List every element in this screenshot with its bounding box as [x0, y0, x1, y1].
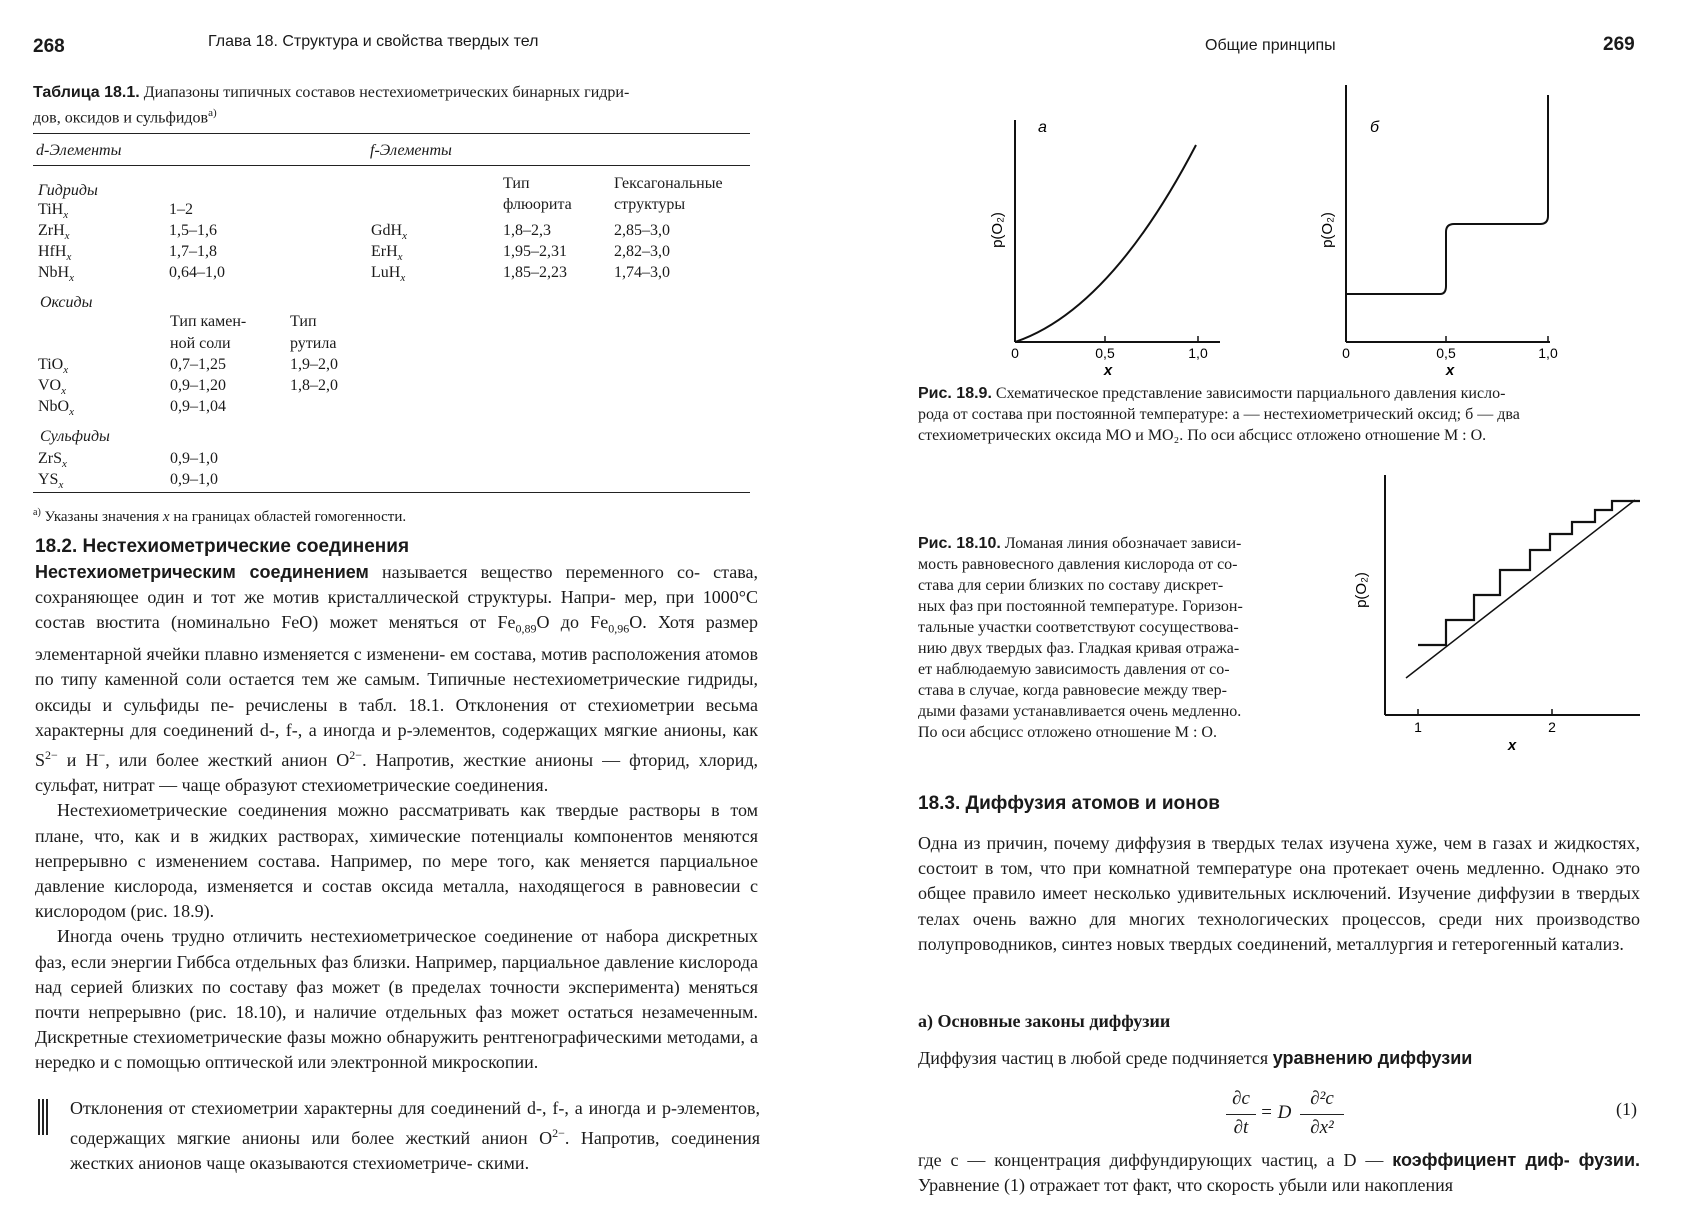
oxide-rocksalt: 0,9–1,20: [170, 377, 226, 394]
left-note: Отклонения от стехиометрии характерны для соединений d-, f-, а иногда и p-элементов, содержащих мягкие анионы или более жесткий анион $O^{2-}$. Напротив, соединения жестких анионов чаще оказываются стехиометриче- скими.: [70, 1098, 760, 1174]
oxide-rocksalt: 0,7–1,25: [170, 356, 226, 373]
eq-equals-d: = D: [1260, 1102, 1292, 1123]
right-running-head: Общие принципы: [1205, 37, 1336, 54]
table-caption-line1: Диапазоны типичных составов нестехиометрических бинарных гидри-: [143, 84, 630, 101]
sulfide-value: 0,9–1,0: [170, 471, 218, 488]
diffusion-equation: [1226, 1088, 1346, 1148]
left-p2: Нестехиометрические соединения можно рассматривать как твердые растворы в том плане, что, как и в жидких растворах, химические потенциалы компонентов меняются непрерывно с изменением состава. Например, по мере того, как меняется парциальное давление кислорода, изменяется и состав оксида металла, находящегося в равновесии с кислородом (рис. 18.9).: [35, 800, 758, 922]
figure-18-10: [1340, 470, 1640, 760]
table-caption-label: Таблица 18.1.: [33, 84, 140, 101]
hydride-f-formula: GdH$_x$: [371, 222, 407, 243]
table-top-rule: [33, 133, 750, 134]
oxide-rutile: 1,9–2,0: [290, 356, 338, 373]
oxides-label: Оксиды: [40, 294, 93, 311]
fig9a-curve: [1015, 145, 1196, 342]
fig9b-tick-0: 0: [1342, 345, 1350, 361]
hydride-d-value: 0,64–1,0: [169, 264, 225, 281]
oxide-rocksalt: 0,9–1,04: [170, 398, 226, 415]
oxide-formula: $VO_x$: [38, 377, 66, 398]
hydride-f-fluorite: 1,8–2,3: [503, 222, 551, 239]
table-col-f: f-Элементы: [370, 142, 452, 159]
hydride-d-formula: HfH$_x$: [38, 243, 72, 264]
hydride-f-hex: 2,85–3,0: [614, 222, 670, 239]
fig9b-xlabel: x: [1445, 362, 1455, 379]
sulfide-formula: $YS_x$: [38, 471, 64, 492]
fig10-ylabel: p(O₂): [1353, 572, 1370, 608]
hydride-f-hex: 1,74–3,0: [614, 264, 670, 281]
hydride-f-fluorite: 1,95–2,31: [503, 243, 567, 260]
eq-rhs-num: ∂²c: [1310, 1088, 1334, 1109]
rocksalt-header-2: ной соли: [170, 335, 231, 352]
fig10-caption: Рис. 18.10. Ломаная линия обозначает зависи- мость равновесного давления кислорода от со- става для серии близких по составу дискрет- ных фаз при постоянной температуре. Горизон- тальные участки соответствуют сосуществова- нию двух твердых фаз. Гладкая кривая отража- ет наблюдаемую зависимость давления от со- става в случае, когда равновесие между твер- дыми фазами устанавливается очень медленно. По оси абсцисс отложено отношение M : O.: [918, 535, 1243, 741]
equation-number: (1): [1616, 1099, 1637, 1119]
hex-header-2: структуры: [614, 196, 686, 213]
table-bottom-rule: [33, 492, 750, 493]
left-page-number: 268: [33, 36, 65, 57]
hydride-d-formula: ZrH$_x$: [38, 222, 70, 243]
hydride-f-hex: 2,82–3,0: [614, 243, 670, 260]
left-section-title: 18.2. Нестехиометрические соединения: [35, 536, 410, 557]
fig9a-tick-05: 0,5: [1095, 345, 1115, 361]
hydride-f-fluorite: 1,85–2,23: [503, 264, 567, 281]
fig9a-panel-label: а: [1038, 119, 1047, 136]
fig9a-xlabel: x: [1103, 362, 1113, 379]
table-col-d: d-Элементы: [36, 142, 122, 159]
sulfides-label: Сульфиды: [40, 428, 110, 445]
right-p1: Одна из причин, почему диффузия в твердых телах изучена хуже, чем в газах и жидкостях, состоит в том, что при комнатной температуре она протекает очень медленно. Однако это общее правило имеет несколько удивительных исключений. Изучение диффузии в твердых телах очень важно для многих технологических процессов, среди них производство полупроводников, синтез новых твердых соединений, металлургия и гетерогенный катализ.: [918, 833, 1640, 954]
note-bar-icon: [38, 1099, 50, 1135]
fig10-tick-1: 1: [1414, 719, 1422, 735]
fig9a-tick-0: 0: [1011, 345, 1019, 361]
rutile-header-2: рутила: [290, 335, 337, 352]
eq-rhs-den: ∂x²: [1310, 1117, 1334, 1138]
fig9a-tick-10: 1,0: [1188, 345, 1208, 361]
right-p3: где c — концентрация диффундирующих частиц, а D — коэффициент диф- фузии. Уравнение (1) отражает тот факт, что скорость убыли или накопления: [918, 1150, 1641, 1196]
left-p1: Нестехиометрическим соединением называется вещество переменного со- става, сохраняющее один и тот же мотив кристаллической структуры. Напри- мер, при 1000°C состав вюстита (номинально FeO) может меняться от $Fe_{0,89}O$ до $Fe_{0,96}O$. Хотя размер элементарной ячейки плавно изменяется с изменени- ем состава, мотив расположения атомов по типу каменной соли остается тем же самым. Типичные нестехиометрические гидриды, оксиды и сульфиды пе- речислены в табл. 18.1. Отклонения от стехиометрии весьма характерны для соединений d-, f-, а иногда и p-элементов, содержащих мягкие анионы, как $S^{2-}$ и H−, или более жесткий анион $O^{2-}$. Напротив, жесткие анионы — фторид, хлорид, сульфат, нитрат — чаще образуют стехиометрические соединения.: [35, 562, 759, 796]
eq-lhs-den: ∂t: [1233, 1117, 1249, 1138]
fig10-smooth-curve: [1406, 500, 1635, 678]
oxide-rutile: 1,8–2,0: [290, 377, 338, 394]
right-section-title: 18.3. Диффузия атомов и ионов: [918, 793, 1220, 814]
fig9b-panel-label: б: [1370, 119, 1379, 136]
table-caption-sup: а): [208, 107, 217, 119]
hydride-d-value: 1,5–1,6: [169, 222, 217, 239]
fig9-ylabel-a: p(O₂): [989, 212, 1006, 248]
fig9b-tick-05: 0,5: [1436, 345, 1456, 361]
rocksalt-header-1: Тип камен-: [170, 313, 247, 330]
right-subsection: а) Основные законы диффузии: [918, 1011, 1171, 1031]
fluorite-header-2: флюорита: [503, 196, 572, 213]
fig9-ylabel-b: p(O₂): [1319, 212, 1336, 248]
table-caption-line2: дов, оксидов и сульфидов: [33, 109, 209, 127]
fig9-caption: Рис. 18.9. Схематическое представление зависимости парциального давления кисло- рода от состава при постоянной температуре: а — нестехиометрический оксид; б — два стехиометрических оксида MO и MO₂. По оси абсцисс отложено отношение M : O.: [918, 385, 1520, 444]
table-header-rule: [33, 165, 750, 166]
hydrides-label: Гидриды: [38, 182, 98, 199]
eq-rhs-bar: [1300, 1114, 1344, 1115]
eq-lhs-num: ∂c: [1232, 1088, 1250, 1109]
oxide-formula: NbO$_x$: [38, 398, 74, 419]
table-footnote: $^{а)}$ Указаны значения x на границах областей гомогенности.: [33, 507, 407, 525]
oxide-formula: TiO$_x$: [38, 356, 69, 377]
right-p2: Диффузия частиц в любой среде подчиняется уравнению диффузии: [918, 1048, 1473, 1068]
rutile-header-1: Тип: [290, 313, 317, 330]
left-body-text: [35, 560, 758, 1076]
right-page-number: 269: [1603, 34, 1635, 55]
fig9b-tick-10: 1,0: [1538, 345, 1558, 361]
eq-lhs-bar: [1226, 1114, 1256, 1115]
hex-header-1: Гексагональные: [614, 175, 723, 192]
sulfide-value: 0,9–1,0: [170, 450, 218, 467]
hydride-f-formula: LuH$_x$: [371, 264, 406, 285]
left-running-head: Глава 18. Структура и свойства твердых тел: [208, 33, 539, 50]
hydride-d-value: 1–2: [169, 201, 193, 218]
hydride-f-formula: ErH$_x$: [371, 243, 403, 264]
hydride-d-formula: NbH$_x$: [38, 264, 74, 285]
fig10-tick-2: 2: [1548, 719, 1556, 735]
left-p3: Иногда очень трудно отличить нестехиометрическое соединение от набора дискретных фаз, если энергии Гиббса отдельных фаз близки. Например, парциальное давление кислорода над серией близких по составу фаз может (в пределах точности эксперимента) меняться почти непрерывно (рис. 18.10), и наличие отдельных фаз может остаться незамеченным. Дискретные стехиометрические фазы можно обнаружить рентгенографическими методами, а нередко и с помощью оптической или электронной микроскопии.: [35, 926, 758, 1073]
table-caption: [33, 82, 753, 128]
fluorite-header-1: Тип: [503, 175, 530, 192]
figure-18-9: [980, 80, 1640, 380]
fig10-xlabel: x: [1507, 737, 1517, 754]
hydride-d-formula: TiH$_x$: [38, 201, 69, 222]
hydride-d-value: 1,7–1,8: [169, 243, 217, 260]
sulfide-formula: ZrS$_x$: [38, 450, 67, 471]
